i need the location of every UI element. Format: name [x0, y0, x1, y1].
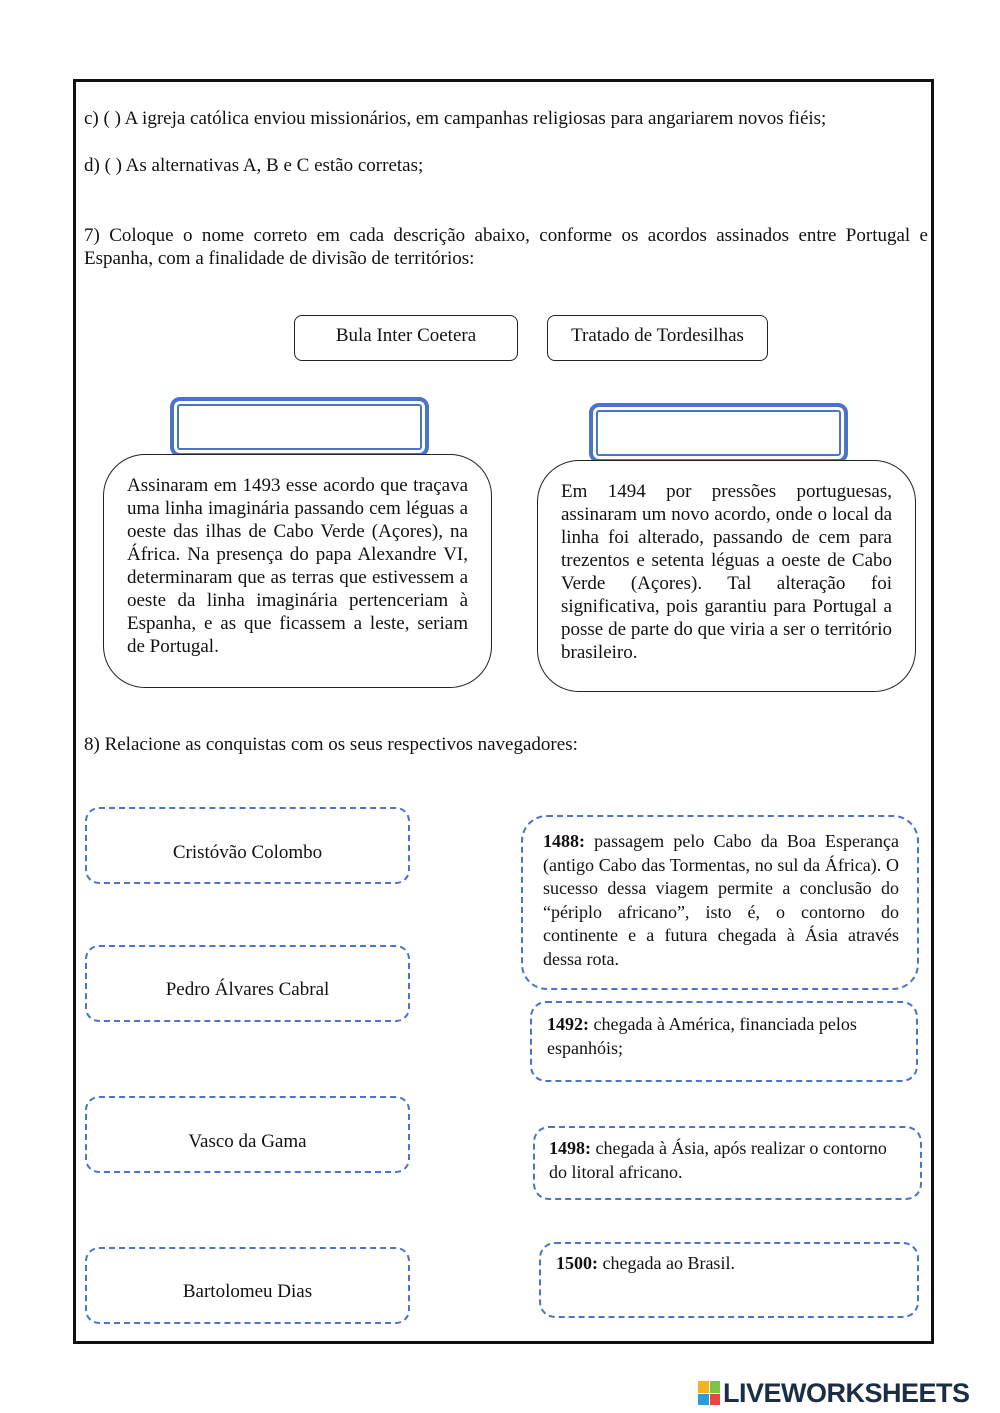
navigator-label: Bartolomeu Dias — [182, 1281, 313, 1302]
event-year: 1498: — [549, 1138, 591, 1158]
answer-drop-zone-1494[interactable] — [589, 403, 848, 463]
event-1492 — [547, 1013, 897, 1060]
event-description: chegada à América, financiada pelos espanhóis; — [547, 1014, 857, 1058]
event-year: 1500: — [556, 1253, 598, 1273]
q6-option-d: d) ( ) As alternativas A, B e C estão corretas; — [84, 155, 424, 176]
answer-drop-zone-1493[interactable] — [170, 397, 429, 457]
event-1498 — [549, 1137, 889, 1184]
event-description: chegada à Ásia, após realizar o contorno do litoral africano. — [549, 1138, 887, 1182]
option-bula-inter-coetera[interactable]: Bula Inter Coetera — [294, 315, 518, 361]
event-year: 1488: — [543, 831, 585, 851]
event-1488 — [543, 830, 899, 971]
navigator-label: Vasco da Gama — [188, 1131, 307, 1152]
q8-prompt: 8) Relacione as conquistas com os seus respectivos navegadores: — [84, 734, 578, 755]
liveworksheets-brand — [698, 1378, 970, 1408]
navigator-label: Cristóvão Colombo — [172, 842, 323, 863]
event-1500 — [556, 1252, 896, 1276]
navigator-label: Pedro Álvares Cabral — [165, 979, 330, 1000]
description-1494: Em 1494 por pressões portuguesas, assinaram um novo acordo, onde o local da linha foi alterado, passando de cem para trezentos e setenta léguas a oeste de Cabo Verde (Açores). Tal alteração foi significativa, pois garantiu para Portugal a posse de parte do que viria a ser o território brasileiro. — [561, 481, 892, 663]
liveworksheets-logo-icon — [698, 1381, 720, 1405]
q7-prompt: 7) Coloque o nome correto em cada descrição abaixo, conforme os acordos assinados entre Portugal e Espanha, com a finalidade de divisão de territórios: — [84, 225, 928, 269]
event-year: 1492: — [547, 1014, 589, 1034]
event-description: passagem pelo Cabo da Boa Esperança (antigo Cabo das Tormentas, no sul da África). O sucesso dessa viagem permite a conclusão do “périplo africano”, isto é, o contorno do continente e a futura chegada à Ásia através dessa rota. — [543, 831, 899, 969]
q6-option-c: c) ( ) A igreja católica enviou missionários, em campanhas religiosas para angariarem novos fiéis; — [84, 108, 827, 129]
option-tratado-de-tordesilhas[interactable]: Tratado de Tordesilhas — [547, 315, 768, 361]
brand-name: LIVEWORKSHEETS — [723, 1377, 970, 1408]
event-description: chegada ao Brasil. — [598, 1253, 735, 1273]
description-1493: Assinaram em 1493 esse acordo que traçava uma linha imaginária passando cem léguas a oeste das ilhas de Cabo Verde (Açores), na África. Na presença do papa Alexandre VI, determinaram que as terras que estivessem a oeste da linha imaginária pertenceriam à Espanha, e as que ficassem a leste, seriam de Portugal. — [127, 475, 468, 657]
